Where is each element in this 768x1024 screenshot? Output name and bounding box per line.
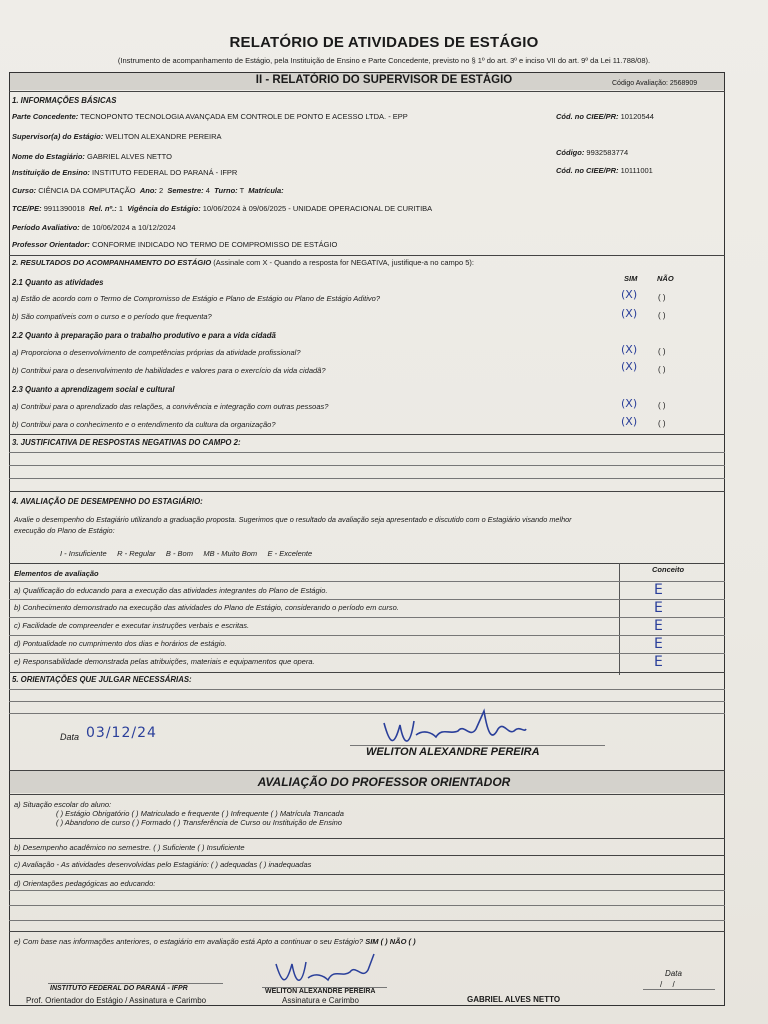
divider: [9, 838, 725, 839]
question-2-3-a: a) Contribui para o aprendizado das relações, a convivência e integração com outras pessoas?: [12, 402, 329, 411]
prof-d: d) Orientações pedagógicas ao educando:: [14, 879, 156, 888]
mark-sim-2-3-a: (X): [621, 397, 638, 410]
grade-d: E: [654, 636, 663, 652]
conceito-column-divider: [619, 563, 620, 675]
mark-sim-2-2-b: (X): [621, 360, 638, 373]
question-2-1-b: b) São compatíveis com o curso e o período que frequenta?: [12, 312, 212, 321]
cod-ciee-2: Cód. no CIEE/PR: 10111001: [556, 166, 653, 175]
section2-title: 2. RESULTADOS DO ACOMPANHAMENTO DO ESTÁGIO: [12, 258, 212, 267]
orientacoes-pedagogicas-line: [9, 920, 725, 921]
footer-data-blank: / /: [660, 980, 675, 989]
grade-a: E: [654, 582, 663, 598]
footer-supervisor-name: WELITON ALEXANDRE PEREIRA: [265, 988, 376, 995]
section3-title: 3. JUSTIFICATIVA DE RESPOSTAS NEGATIVAS DO CAMPO 2:: [12, 438, 241, 447]
divider: [9, 855, 725, 856]
mark-sim-2-3-b: (X): [621, 415, 638, 428]
sub-2-2: 2.2 Quanto à preparação para o trabalho produtivo e para a vida cidadã: [12, 331, 276, 340]
divider: [9, 434, 725, 435]
col-nao: NÃO: [657, 274, 674, 283]
question-2-3-b: b) Contribui para o conhecimento e o entendimento da cultura da organização?: [12, 420, 276, 429]
grade-c: E: [654, 618, 663, 634]
divider: [9, 255, 725, 256]
footer-prof-signature: Prof. Orientador do Estágio / Assinatura e Carimbo: [26, 996, 207, 1005]
divider: [9, 91, 725, 92]
eval-item-d: d) Pontualidade no cumprimento dos dias e horários de estágio.: [14, 639, 227, 648]
divider: [9, 874, 725, 875]
mark-nao-2-2-b: ( ): [658, 365, 666, 374]
divider: [9, 794, 725, 795]
nome-row: Nome do Estagiário: GABRIEL ALVES NETTO: [12, 152, 172, 161]
section4-intro-2: execução do Plano de Estágio:: [14, 526, 115, 535]
tce-row: TCE/PE: 9911390018 Rel. nº.: 1 Vigência do Estágio: 10/06/2024 à 09/06/2025 - UNIDADE OPERACIONAL DE CURITIBA: [12, 204, 433, 213]
eval-item-e: e) Responsabilidade demonstrada pelas atribuições, materiais e equipamentos que opera.: [14, 657, 315, 666]
mark-sim-2-2-a: (X): [621, 343, 638, 356]
sub-2-1: 2.1 Quanto as atividades: [12, 278, 104, 287]
section1-title: 1. INFORMAÇÕES BÁSICAS: [12, 96, 117, 105]
professor-title: AVALIAÇÃO DO PROFESSOR ORIENTADOR: [257, 775, 511, 789]
footer-data-line: [643, 989, 715, 990]
divider: [9, 672, 725, 673]
divider: [9, 563, 725, 564]
table-divider: [9, 617, 725, 618]
data-value: 03/12/24: [86, 725, 157, 741]
document-title: RELATÓRIO DE ATIVIDADES DE ESTÁGIO: [229, 34, 539, 51]
part2-title: II - RELATÓRIO DO SUPERVISOR DE ESTÁGIO: [255, 74, 513, 86]
cod-ciee-1: Cód. no CIEE/PR: 10120544: [556, 112, 654, 121]
orientacoes-line: [9, 689, 725, 690]
col-sim: SIM: [624, 274, 638, 283]
section4-intro-1: Avalie o desempenho do Estagiário utilizando a graduação proposta. Sugerimos que o resultado da avaliação seja apresentado e discutido com o Estagiário visando melhor: [14, 515, 572, 524]
prof-a-line1: ( ) Estágio Obrigatório ( ) Matriculado e frequente ( ) Infrequente ( ) Matrícula Trancada: [56, 809, 344, 818]
mark-sim-2-1-a: (X): [621, 288, 638, 301]
prof-a-line2: ( ) Abandono de curso ( ) Formado ( ) Transferência de Curso ou Instituição de Ensino: [56, 818, 342, 827]
supervisor-signature-name: WELITON ALEXANDRE PEREIRA: [366, 746, 540, 758]
periodo-row: Período Avaliativo: de 10/06/2024 a 10/12/2024: [12, 223, 176, 232]
data-label: Data: [60, 732, 80, 742]
prof-b: b) Desempenho acadêmico no semestre. ( ) Suficiente ( ) Insuficiente: [14, 843, 245, 852]
professor-row: Professor Orientador: CONFORME INDICADO NO TERMO DE COMPROMISSO DE ESTÁGIO: [12, 240, 338, 249]
grade-e: E: [654, 654, 663, 670]
footer-student-name: GABRIEL ALVES NETTO: [467, 995, 561, 1004]
table-divider: [9, 599, 725, 600]
mark-sim-2-1-b: (X): [621, 307, 638, 320]
mark-nao-2-1-a: ( ): [658, 293, 666, 302]
orientacoes-line: [9, 713, 725, 714]
table-divider: [9, 581, 725, 582]
grade-b: E: [654, 600, 663, 616]
orientacoes-line: [9, 701, 725, 702]
orientacoes-pedagogicas-line: [9, 905, 725, 906]
parte-concedente-row: Parte Concedente: TECNOPONTO TECNOLOGIA AVANÇADA EM CONTROLE DE PONTO E ACESSO LTDA. - EPP: [12, 112, 408, 121]
prof-c: c) Avaliação - As atividades desenvolvidas pelo Estagiário: ( ) adequadas ( ) inadequadas: [14, 860, 312, 869]
eval-item-a: a) Qualificação do educando para a execução das atividades integrantes do Plano de Estágio.: [14, 586, 328, 595]
justificativa-line: [9, 465, 725, 466]
footer-institution: INSTITUTO FEDERAL DO PARANÁ - IFPR: [50, 985, 188, 992]
table-divider: [9, 653, 725, 654]
col-conceito: Conceito: [652, 565, 685, 574]
section4-title: 4. AVALIAÇÃO DE DESEMPENHO DO ESTAGIÁRIO:: [12, 497, 203, 506]
justificativa-line: [9, 452, 725, 453]
sub-2-3: 2.3 Quanto a aprendizagem social e cultural: [12, 385, 175, 394]
mark-nao-2-1-b: ( ): [658, 311, 666, 320]
nome-value: GABRIEL ALVES NETTO: [87, 152, 172, 161]
codigo-estagiario: Código: 9932583774: [556, 148, 629, 157]
prof-a-label: a) Situação escolar do aluno:: [14, 800, 112, 809]
mark-nao-2-3-b: ( ): [658, 419, 666, 428]
mark-nao-2-2-a: ( ): [658, 347, 666, 356]
footer-data-label: Data: [665, 969, 682, 978]
prof-e-row: e) Com base nas informações anteriores, o estagiário em avaliação está Apto a continuar o seu Estágio? SIM ( ) NÃO ( ): [14, 937, 416, 946]
signature-text: Weliton Pereira: [410, 743, 417, 744]
supervisor-row: Supervisor(a) do Estágio: WELITON ALEXANDRE PEREIRA: [12, 132, 222, 141]
document-subtitle: (Instrumento de acompanhamento de Estágio, pela Instituição de Ensino e Parte Concedente, previsto no § 1º do art. 3º e inciso VII do art. 9º da Lei 11.788/08).: [117, 56, 651, 65]
instituicao-value: INSTITUTO FEDERAL DO PARANÁ - IFPR: [92, 168, 238, 177]
grading-scale: I - Insuficiente R - Regular B - Bom MB - Muito Bom E - Excelente: [60, 549, 313, 558]
question-2-2-a: a) Proporciona o desenvolvimento de competências próprias da atividade profissional?: [12, 348, 301, 357]
supervisor-value: WELITON ALEXANDRE PEREIRA: [105, 132, 222, 141]
table-divider: [9, 635, 725, 636]
eval-item-b: b) Conhecimento demonstrado na execução das atividades do Plano de Estágio, considerando o período em curso.: [14, 603, 399, 612]
instituicao-row: Instituição de Ensino: INSTITUTO FEDERAL DO PARANÁ - IFPR: [12, 168, 238, 177]
justificativa-line: [9, 478, 725, 479]
curso-row: Curso: CIÊNCIA DA COMPUTAÇÃO Ano: 2 Semestre: 4 Turno: T Matrícula:: [12, 186, 284, 195]
question-2-2-b: b) Contribui para o desenvolvimento de habilidades e valores para o exercício da vida cidadã?: [12, 366, 326, 375]
divider: [9, 931, 725, 932]
section2-title-row: 2. RESULTADOS DO ACOMPANHAMENTO DO ESTÁGIO (Assinale com X - Quando a resposta for NEGATIVA, justifique-a no campo 5):: [12, 258, 474, 267]
footer-supervisor-signature: [270, 950, 380, 992]
question-2-1-a: a) Estão de acordo com o Termo de Compromisso de Estágio e Plano de Estágio ou Plano de Estágio Aditivo?: [12, 294, 380, 303]
codigo-avaliacao: Código Avaliação: 2568909: [612, 80, 698, 87]
eval-item-c: c) Facilidade de compreender e executar instruções verbais e escritas.: [14, 621, 250, 630]
footer-supervisor-caption: Assinatura e Carimbo: [282, 996, 359, 1005]
parte-concedente-value: TECNOPONTO TECNOLOGIA AVANÇADA EM CONTROLE DE PONTO E ACESSO LTDA. - EPP: [80, 112, 408, 121]
section5-title: 5. ORIENTAÇÕES QUE JULGAR NECESSÁRIAS:: [12, 675, 192, 684]
col-elementos: Elementos de avaliação: [14, 569, 99, 578]
divider: [9, 491, 725, 492]
mark-nao-2-3-a: ( ): [658, 401, 666, 410]
orientacoes-pedagogicas-line: [9, 890, 725, 891]
prof-signature-line: [48, 983, 223, 984]
